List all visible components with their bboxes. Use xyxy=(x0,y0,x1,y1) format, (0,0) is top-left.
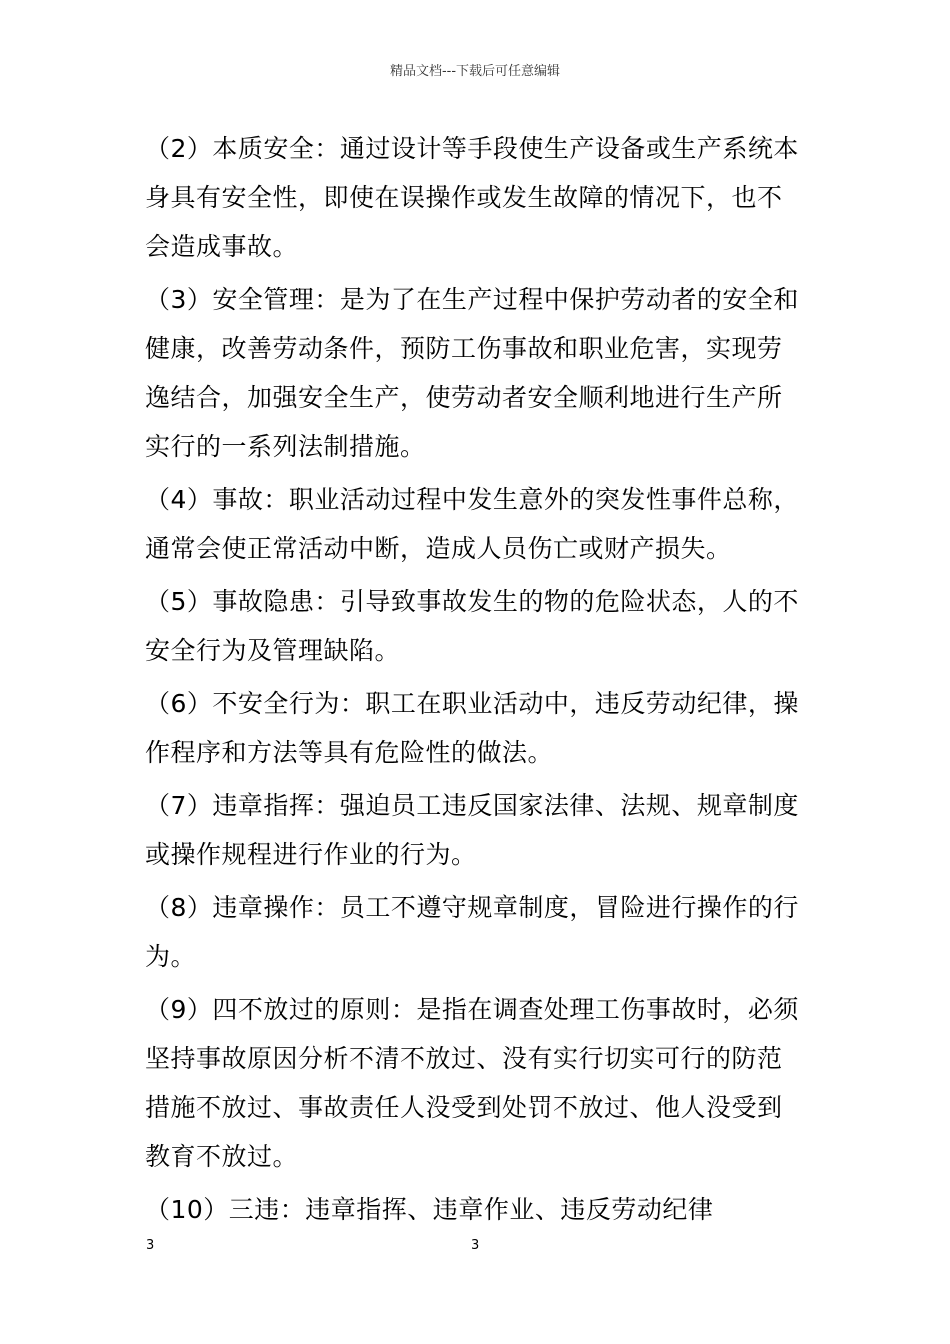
paragraph-four-no-release: （9）四不放过的原则：是指在调查处理工伤事故时，必须坚持事故原因分析不清不放过、没有实行切实可行的防范措施不放过、事故责任人没受到处罚不放过、他人没受到教育不放过。 xyxy=(145,995,799,1171)
page-number-left: 3 xyxy=(146,1238,155,1253)
paragraph-illegal-operation: （8）违章操作：员工不遵守规章制度，冒险进行操作的行为。 xyxy=(145,893,799,971)
paragraph-hidden-danger: （5）事故隐患：引导致事故发生的物的危险状态，人的不安全行为及管理缺陷。 xyxy=(145,587,799,665)
paragraph-accident: （4）事故：职业活动过程中发生意外的突发性事件总称，通常会使正常活动中断，造成人员伤亡或财产损失。 xyxy=(145,485,799,563)
paragraph-safety-management: （3）安全管理：是为了在生产过程中保护劳动者的安全和健康，改善劳动条件，预防工伤事故和职业危害，实现劳逸结合，加强安全生产，使劳动者安全顺利地进行生产所实行的一系列法制措施。 xyxy=(145,285,799,461)
paragraph-illegal-command: （7）违章指挥：强迫员工违反国家法律、法规、规章制度或操作规程进行作业的行为。 xyxy=(145,791,799,869)
paragraph-intrinsic-safety: （2）本质安全：通过设计等手段使生产设备或生产系统本身具有安全性，即使在误操作或发生故障的情况下，也不会造成事故。 xyxy=(145,134,799,261)
paragraph-unsafe-behavior: （6）不安全行为：职工在职业活动中，违反劳动纪律，操作程序和方法等具有危险性的做法。 xyxy=(145,689,799,767)
document-body xyxy=(145,124,805,1238)
page-header: 精品文档---下载后可任意编辑 xyxy=(389,64,561,79)
paragraph-three-violations: （10）三违：违章指挥、违章作业、违反劳动纪律 xyxy=(145,1195,714,1224)
page-number-center: 3 xyxy=(471,1238,480,1253)
